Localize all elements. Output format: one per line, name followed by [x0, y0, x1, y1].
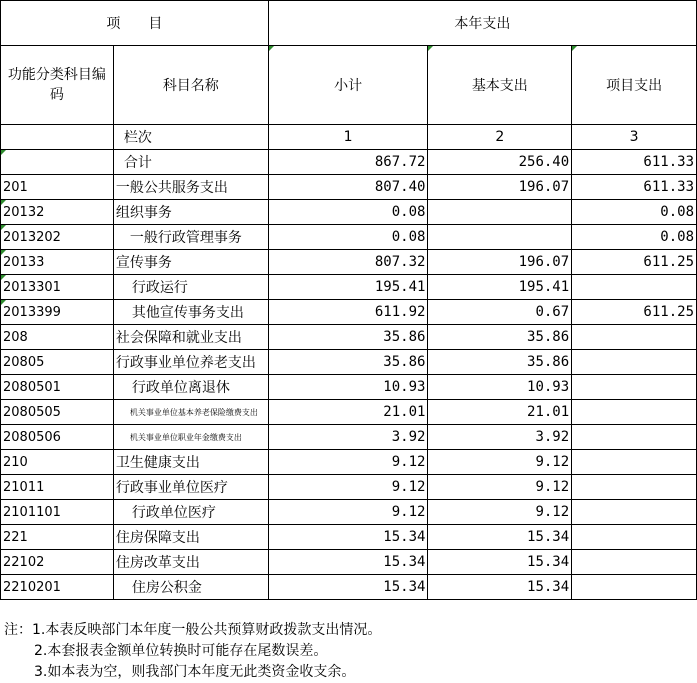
row-subtotal: 0.08	[268, 200, 428, 225]
column-index-3: 3	[572, 125, 697, 150]
row-project	[572, 475, 697, 500]
row-project	[572, 550, 697, 575]
row-project: 611.25	[572, 250, 697, 275]
row-code: 20133	[1, 250, 114, 275]
row-code: 20132	[1, 200, 114, 225]
row-subtotal: 9.12	[268, 450, 428, 475]
row-subtotal: 21.01	[268, 400, 428, 425]
row-code: 2013399	[1, 300, 114, 325]
table-row	[1, 450, 697, 475]
row-name: 住房改革支出	[113, 550, 268, 575]
row-project: 611.25	[572, 300, 697, 325]
total-project: 611.33	[572, 150, 697, 175]
total-row	[1, 150, 697, 175]
footnotes	[4, 620, 381, 683]
table-row	[1, 250, 697, 275]
table-row	[1, 350, 697, 375]
table-row	[1, 175, 697, 200]
row-code: 2101101	[1, 500, 114, 525]
column-index-1: 1	[268, 125, 428, 150]
row-project	[572, 275, 697, 300]
table-row	[1, 325, 697, 350]
row-subtotal: 611.92	[268, 300, 428, 325]
row-code: 22102	[1, 550, 114, 575]
row-project: 0.08	[572, 225, 697, 250]
row-project	[572, 325, 697, 350]
row-basic: 9.12	[428, 500, 572, 525]
table-row	[1, 300, 697, 325]
row-code: 201	[1, 175, 114, 200]
row-code: 2210201	[1, 575, 114, 600]
row-basic: 15.34	[428, 575, 572, 600]
row-code: 20805	[1, 350, 114, 375]
row-subtotal: 807.32	[268, 250, 428, 275]
table-row	[1, 400, 697, 425]
row-name: 卫生健康支出	[113, 450, 268, 475]
row-name: 一般行政管理事务	[113, 225, 268, 250]
row-subtotal: 3.92	[268, 425, 428, 450]
name-header: 科目名称	[113, 46, 268, 125]
table-row	[1, 275, 697, 300]
footnote-2: 2.本套报表金额单位转换时可能存在尾数误差。	[34, 643, 328, 659]
row-project	[572, 450, 697, 475]
row-name: 组织事务	[113, 200, 268, 225]
column-index-row	[1, 125, 697, 150]
row-name: 一般公共服务支出	[113, 175, 268, 200]
row-subtotal: 10.93	[268, 375, 428, 400]
row-basic: 0.67	[428, 300, 572, 325]
row-basic: 196.07	[428, 250, 572, 275]
row-subtotal: 15.34	[268, 550, 428, 575]
row-subtotal: 0.08	[268, 225, 428, 250]
row-subtotal: 9.12	[268, 500, 428, 525]
table-row	[1, 425, 697, 450]
row-subtotal: 35.86	[268, 350, 428, 375]
row-name: 行政单位医疗	[113, 500, 268, 525]
table-row	[1, 225, 697, 250]
table-row	[1, 550, 697, 575]
row-code: 2080506	[1, 425, 114, 450]
table-row	[1, 200, 697, 225]
row-project	[572, 500, 697, 525]
row-basic	[428, 200, 572, 225]
column-index-2: 2	[428, 125, 572, 150]
row-subtotal: 9.12	[268, 475, 428, 500]
row-project	[572, 400, 697, 425]
row-project: 611.33	[572, 175, 697, 200]
row-code: 208	[1, 325, 114, 350]
row-name: 机关事业单位基本养老保险缴费支出	[113, 400, 268, 425]
row-code: 2013202	[1, 225, 114, 250]
total-basic: 256.40	[428, 150, 572, 175]
row-basic: 35.86	[428, 325, 572, 350]
footnote-1: 注：1.本表反映部门本年度一般公共预算财政拨款支出情况。	[4, 622, 382, 638]
row-name: 社会保障和就业支出	[113, 325, 268, 350]
row-code: 221	[1, 525, 114, 550]
row-code: 2080501	[1, 375, 114, 400]
row-project	[572, 375, 697, 400]
row-subtotal: 807.40	[268, 175, 428, 200]
row-basic: 15.34	[428, 550, 572, 575]
row-code: 2013301	[1, 275, 114, 300]
row-basic: 196.07	[428, 175, 572, 200]
row-subtotal: 15.34	[268, 525, 428, 550]
row-name: 其他宣传事务支出	[113, 300, 268, 325]
row-basic: 3.92	[428, 425, 572, 450]
row-name: 行政运行	[113, 275, 268, 300]
table-row	[1, 475, 697, 500]
table-row	[1, 525, 697, 550]
row-basic: 15.34	[428, 525, 572, 550]
row-project	[572, 425, 697, 450]
project-header: 项目支出	[572, 46, 697, 125]
row-basic: 21.01	[428, 400, 572, 425]
row-subtotal: 35.86	[268, 325, 428, 350]
row-code: 21011	[1, 475, 114, 500]
row-project	[572, 575, 697, 600]
subtotal-header: 小计	[268, 46, 428, 125]
row-code: 2080505	[1, 400, 114, 425]
row-basic: 35.86	[428, 350, 572, 375]
column-index-label: 栏次	[113, 125, 268, 150]
row-project	[572, 350, 697, 375]
total-label: 合计	[113, 150, 268, 175]
row-subtotal: 195.41	[268, 275, 428, 300]
row-name: 住房保障支出	[113, 525, 268, 550]
row-name: 行政单位离退休	[113, 375, 268, 400]
row-basic: 9.12	[428, 450, 572, 475]
row-subtotal: 15.34	[268, 575, 428, 600]
table-row	[1, 375, 697, 400]
footnote-3: 3.如本表为空，则我部门本年度无此类资金收支余。	[34, 664, 356, 680]
row-code: 210	[1, 450, 114, 475]
code-header: 功能分类科目编码	[1, 46, 114, 125]
row-basic	[428, 225, 572, 250]
row-project	[572, 525, 697, 550]
item-header: 项 目	[1, 1, 269, 46]
basic-header: 基本支出	[428, 46, 572, 125]
row-name: 机关事业单位职业年金缴费支出	[113, 425, 268, 450]
row-name: 住房公积金	[113, 575, 268, 600]
year-expense-header: 本年支出	[268, 1, 696, 46]
row-name: 行政事业单位养老支出	[113, 350, 268, 375]
row-basic: 9.12	[428, 475, 572, 500]
table-row	[1, 575, 697, 600]
total-subtotal: 867.72	[268, 150, 428, 175]
row-name: 宣传事务	[113, 250, 268, 275]
row-name: 行政事业单位医疗	[113, 475, 268, 500]
row-basic: 10.93	[428, 375, 572, 400]
row-basic: 195.41	[428, 275, 572, 300]
row-project: 0.08	[572, 200, 697, 225]
table-row	[1, 500, 697, 525]
